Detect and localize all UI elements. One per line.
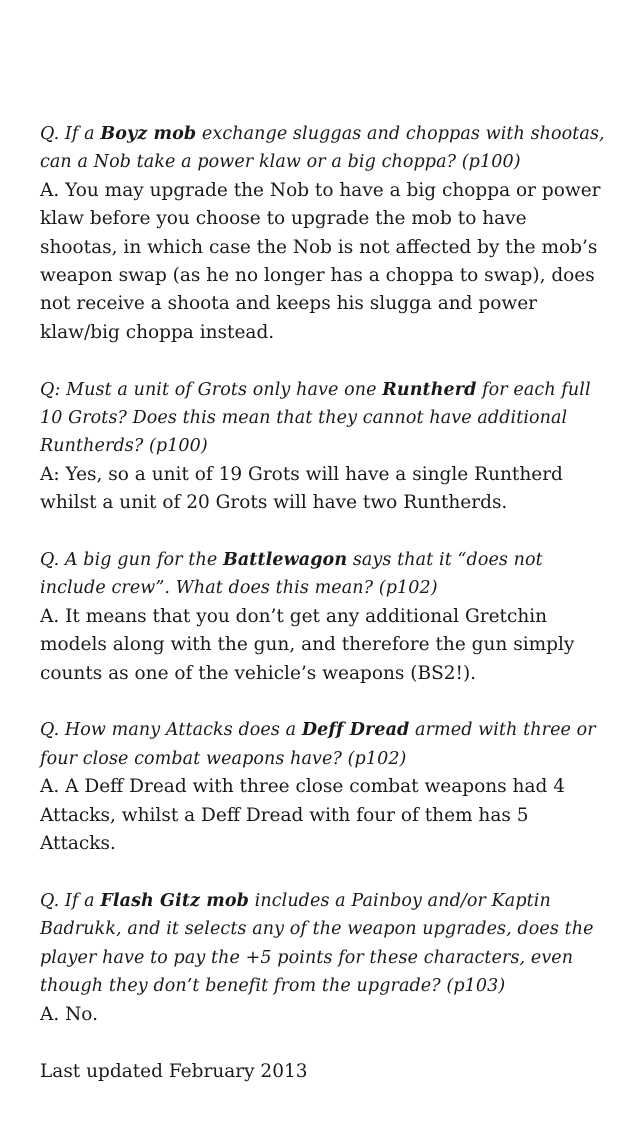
question-text: Q. If a — [40, 890, 101, 911]
faq-document — [40, 120, 608, 1057]
faq-question — [40, 887, 608, 1001]
question-text: for each full 10 Grots? Does this mean that they cannot have additional Runtherds? (p100) — [40, 379, 591, 457]
question-text: Q. A big gun for the — [40, 550, 223, 571]
faq-answer: A. You may upgrade the Nob to have a big choppa or power klaw before you choose to upgrade the mob to have shootas, in which case the Nob is not affected by the mob’s weapon swap (as he no longer has a choppa to swap), does not receive a shoota and keeps his slugga and power klaw/big choppa instead. — [40, 179, 601, 343]
faq-question — [40, 546, 608, 603]
question-unit-name: Runtherd — [382, 379, 477, 400]
question-text: includes a Painboy and/or Kaptin Badrukk, and it selects any of the weapon upgrades, does the player have to pay the +5 points for these characters, even though they don’t benefit from the upgrade? (p103) — [40, 890, 594, 997]
faq-question — [40, 376, 608, 461]
faq-answer: A: Yes, so a unit of 19 Grots will have a single Runtherd whilst a unit of 20 Grots will have two Runtherds. — [40, 463, 563, 514]
faq-question — [40, 716, 608, 773]
question-text: Q. How many Attacks does a — [40, 720, 302, 741]
last-updated-note: Last updated February 2013 — [40, 1061, 308, 1082]
question-text: Q. If a — [40, 124, 101, 144]
question-text: armed with three or four close combat weapons have? (p102) — [40, 720, 596, 769]
faq-entry-deff-dread — [40, 716, 608, 858]
question-unit-name: Boyz mob — [100, 124, 197, 144]
faq-entry-boyz-mob — [40, 120, 608, 347]
faq-answer: A. No. — [40, 1003, 99, 1025]
question-unit-name: Flash Gitz mob — [100, 890, 249, 911]
faq-question — [40, 120, 608, 177]
question-text: Q: Must a unit of Grots only have one — [40, 379, 383, 400]
faq-answer: A. A Deff Dread with three close combat weapons had 4 Attacks, whilst a Deff Dread with four of them has 5 Attacks. — [40, 776, 565, 855]
faq-answer: A. It means that you don’t get any additional Gretchin models along with the gun, and therefore the gun simply counts as one of the vehicle’s weapons (BS2!). — [40, 605, 575, 684]
question-unit-name: Battlewagon — [222, 550, 348, 571]
question-unit-name: Deff Dread — [301, 720, 410, 741]
faq-entry-battlewagon — [40, 546, 608, 688]
question-text: says that it “does not include crew”. What does this mean? (p102) — [40, 550, 543, 599]
faq-entry-flash-gitz — [40, 887, 608, 1029]
question-text: exchange sluggas and choppas with shootas, can a Nob take a power klaw or a big choppa? (p100) — [40, 124, 605, 173]
faq-entry-runtherd — [40, 376, 608, 518]
